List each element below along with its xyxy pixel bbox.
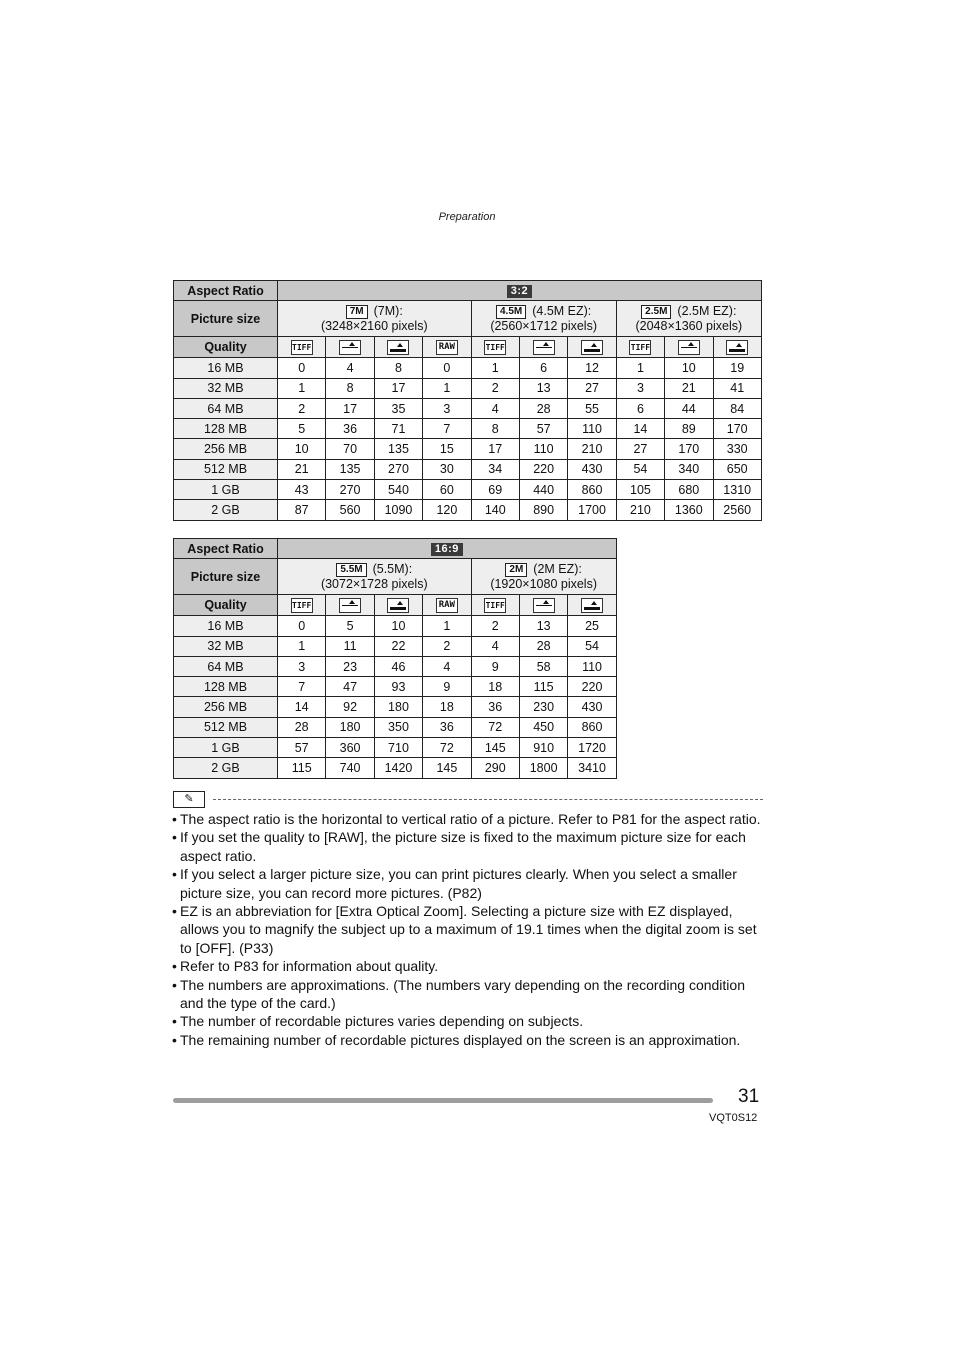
table-row xyxy=(174,419,762,439)
picture-count-cell: 110 xyxy=(568,419,616,439)
picture-count-cell: 210 xyxy=(568,439,616,459)
card-capacity-label: 64 MB xyxy=(174,398,278,418)
picture-count-cell: 57 xyxy=(519,419,567,439)
picture-count-cell: 105 xyxy=(616,480,664,500)
picture-count-cell: 120 xyxy=(423,500,471,520)
picture-count-cell: 12 xyxy=(568,358,616,378)
table-row xyxy=(174,358,762,378)
table-row xyxy=(174,656,617,676)
picture-count-cell: 92 xyxy=(326,697,374,717)
picture-count-cell: 135 xyxy=(326,459,374,479)
tiff-icon: TIFF xyxy=(291,340,313,355)
picture-count-cell: 18 xyxy=(471,677,519,697)
aspect-ratio-label: Aspect Ratio xyxy=(174,281,278,301)
picture-count-cell: 14 xyxy=(616,419,664,439)
card-capacity-label: 512 MB xyxy=(174,459,278,479)
picture-count-cell: 5 xyxy=(278,419,326,439)
picture-count-cell: 21 xyxy=(278,459,326,479)
picture-count-cell: 69 xyxy=(471,480,519,500)
table-row xyxy=(174,677,617,697)
picture-count-cell: 17 xyxy=(471,439,519,459)
table-row xyxy=(174,636,617,656)
picture-count-cell: 430 xyxy=(568,697,616,717)
picture-count-cell: 4 xyxy=(471,636,519,656)
picture-count-cell: 1310 xyxy=(713,480,761,500)
picture-size-cell: 5.5M (5.5M): (3072×1728 pixels) xyxy=(278,559,472,595)
picture-count-cell: 28 xyxy=(278,717,326,737)
note-item: • If you select a larger picture size, you can print pictures clearly. When you select a smaller picture size, you can record more pictures. (P82) xyxy=(172,865,764,902)
picture-count-cell: 58 xyxy=(519,656,567,676)
picture-count-cell: 3 xyxy=(278,656,326,676)
picture-count-cell: 93 xyxy=(374,677,422,697)
picture-count-cell: 28 xyxy=(519,636,567,656)
picture-count-cell: 1360 xyxy=(665,500,713,520)
picture-count-cell: 87 xyxy=(278,500,326,520)
picture-count-cell: 430 xyxy=(568,459,616,479)
picture-count-cell: 11 xyxy=(326,636,374,656)
picture-count-cell: 860 xyxy=(568,480,616,500)
picture-size-icon: 4.5M xyxy=(496,305,526,319)
picture-count-cell: 47 xyxy=(326,677,374,697)
picture-count-cell: 710 xyxy=(374,738,422,758)
picture-count-cell: 60 xyxy=(423,480,471,500)
picture-count-cell: 170 xyxy=(713,419,761,439)
picture-count-cell: 440 xyxy=(519,480,567,500)
notes-list xyxy=(172,810,764,1049)
picture-count-cell: 6 xyxy=(519,358,567,378)
note-item: • Refer to P83 for information about quality. xyxy=(172,957,764,975)
picture-count-cell: 70 xyxy=(326,439,374,459)
picture-count-cell: 220 xyxy=(519,459,567,479)
picture-count-cell: 4 xyxy=(423,656,471,676)
picture-count-cell: 145 xyxy=(423,758,471,778)
picture-count-cell: 9 xyxy=(471,656,519,676)
capacity-table-3-2 xyxy=(173,280,762,521)
picture-size-icon: 7M xyxy=(346,305,368,319)
picture-count-cell: 3410 xyxy=(568,758,616,778)
picture-count-cell: 13 xyxy=(519,616,567,636)
picture-count-cell: 10 xyxy=(665,358,713,378)
picture-count-cell: 10 xyxy=(374,616,422,636)
picture-count-cell: 1090 xyxy=(374,500,422,520)
picture-count-cell: 220 xyxy=(568,677,616,697)
card-capacity-label: 16 MB xyxy=(174,358,278,378)
picture-count-cell: 2 xyxy=(423,636,471,656)
aspect-ratio-badge: 3:2 xyxy=(507,285,532,298)
raw-icon: RAW xyxy=(436,340,458,355)
picture-count-cell: 57 xyxy=(278,738,326,758)
raw-icon: RAW xyxy=(436,598,458,613)
picture-count-cell: 21 xyxy=(665,378,713,398)
picture-count-cell: 110 xyxy=(568,656,616,676)
picture-count-cell: 44 xyxy=(665,398,713,418)
picture-count-cell: 8 xyxy=(471,419,519,439)
picture-count-cell: 9 xyxy=(423,677,471,697)
picture-count-cell: 89 xyxy=(665,419,713,439)
picture-count-cell: 180 xyxy=(374,697,422,717)
quality-label: Quality xyxy=(174,595,278,616)
picture-count-cell: 25 xyxy=(568,616,616,636)
card-capacity-label: 128 MB xyxy=(174,677,278,697)
picture-count-cell: 3 xyxy=(616,378,664,398)
picture-count-cell: 14 xyxy=(278,697,326,717)
picture-count-cell: 30 xyxy=(423,459,471,479)
picture-count-cell: 15 xyxy=(423,439,471,459)
picture-count-cell: 0 xyxy=(278,358,326,378)
note-item: • EZ is an abbreviation for [Extra Optical Zoom]. Selecting a picture size with EZ displayed, allows you to magnify the subject up to a maximum of 19.1 times when the digital zoom is set to [OFF]. (P33) xyxy=(172,902,764,957)
picture-count-cell: 350 xyxy=(374,717,422,737)
picture-count-cell: 4 xyxy=(326,358,374,378)
picture-count-cell: 13 xyxy=(519,378,567,398)
picture-count-cell: 860 xyxy=(568,717,616,737)
picture-count-cell: 1 xyxy=(423,378,471,398)
picture-count-cell: 115 xyxy=(519,677,567,697)
tiff-icon: TIFF xyxy=(484,598,506,613)
table-row xyxy=(174,459,762,479)
standard-quality-icon xyxy=(726,340,748,355)
card-capacity-label: 1 GB xyxy=(174,738,278,758)
dashed-divider xyxy=(213,799,763,800)
picture-size-cell: 7M (7M): (3248×2160 pixels) xyxy=(278,301,472,337)
memo-note-icon: ✎ xyxy=(173,791,205,808)
picture-count-cell: 230 xyxy=(519,697,567,717)
picture-count-cell: 145 xyxy=(471,738,519,758)
standard-quality-icon xyxy=(387,340,409,355)
picture-count-cell: 340 xyxy=(665,459,713,479)
notes-header xyxy=(173,791,763,809)
aspect-ratio-badge: 16:9 xyxy=(431,543,463,556)
aspect-ratio-label: Aspect Ratio xyxy=(174,539,278,559)
standard-quality-icon xyxy=(581,598,603,613)
picture-count-cell: 135 xyxy=(374,439,422,459)
picture-count-cell: 36 xyxy=(471,697,519,717)
card-capacity-label: 2 GB xyxy=(174,500,278,520)
standard-quality-icon xyxy=(387,598,409,613)
card-capacity-label: 256 MB xyxy=(174,439,278,459)
capacity-table-16-9 xyxy=(173,538,617,779)
picture-count-cell: 270 xyxy=(374,459,422,479)
picture-count-cell: 1720 xyxy=(568,738,616,758)
picture-count-cell: 23 xyxy=(326,656,374,676)
table-row xyxy=(174,717,617,737)
picture-count-cell: 41 xyxy=(713,378,761,398)
card-capacity-label: 128 MB xyxy=(174,419,278,439)
note-item: • The numbers are approximations. (The numbers vary depending on the recording condition and the type of the card.) xyxy=(172,976,764,1013)
picture-count-cell: 1 xyxy=(278,636,326,656)
card-capacity-label: 32 MB xyxy=(174,636,278,656)
picture-count-cell: 1 xyxy=(423,616,471,636)
fine-quality-icon xyxy=(339,598,361,613)
tiff-icon: TIFF xyxy=(629,340,651,355)
picture-count-cell: 71 xyxy=(374,419,422,439)
picture-count-cell: 36 xyxy=(326,419,374,439)
table-row xyxy=(174,697,617,717)
picture-count-cell: 290 xyxy=(471,758,519,778)
picture-count-cell: 1 xyxy=(278,378,326,398)
card-capacity-label: 1 GB xyxy=(174,480,278,500)
picture-count-cell: 0 xyxy=(423,358,471,378)
picture-count-cell: 54 xyxy=(568,636,616,656)
picture-count-cell: 330 xyxy=(713,439,761,459)
picture-count-cell: 27 xyxy=(616,439,664,459)
picture-count-cell: 54 xyxy=(616,459,664,479)
aspect-ratio-value xyxy=(278,539,617,559)
picture-count-cell: 43 xyxy=(278,480,326,500)
picture-count-cell: 140 xyxy=(471,500,519,520)
picture-count-cell: 2 xyxy=(471,378,519,398)
aspect-ratio-value xyxy=(278,281,762,301)
picture-size-icon: 2.5M xyxy=(641,305,671,319)
note-item: • The aspect ratio is the horizontal to vertical ratio of a picture. Refer to P81 for the aspect ratio. xyxy=(172,810,764,828)
picture-count-cell: 560 xyxy=(326,500,374,520)
note-item: • The remaining number of recordable pictures displayed on the screen is an approximation. xyxy=(172,1031,764,1049)
picture-count-cell: 7 xyxy=(278,677,326,697)
table-row xyxy=(174,378,762,398)
picture-size-label: Picture size xyxy=(174,559,278,595)
card-capacity-label: 512 MB xyxy=(174,717,278,737)
document-code: VQT0S12 xyxy=(709,1112,758,1124)
picture-count-cell: 650 xyxy=(713,459,761,479)
quality-row xyxy=(174,595,617,616)
picture-count-cell: 46 xyxy=(374,656,422,676)
picture-count-cell: 84 xyxy=(713,398,761,418)
table-row xyxy=(174,500,762,520)
picture-size-icon: 5.5M xyxy=(336,563,366,577)
card-capacity-label: 32 MB xyxy=(174,378,278,398)
table-row xyxy=(174,758,617,778)
picture-count-cell: 35 xyxy=(374,398,422,418)
picture-size-label: Picture size xyxy=(174,301,278,337)
tiff-icon: TIFF xyxy=(484,340,506,355)
picture-count-cell: 28 xyxy=(519,398,567,418)
fine-quality-icon xyxy=(678,340,700,355)
picture-count-cell: 540 xyxy=(374,480,422,500)
picture-count-cell: 8 xyxy=(374,358,422,378)
picture-count-cell: 2 xyxy=(471,616,519,636)
picture-count-cell: 72 xyxy=(471,717,519,737)
picture-count-cell: 1 xyxy=(471,358,519,378)
card-capacity-label: 2 GB xyxy=(174,758,278,778)
table-row xyxy=(174,616,617,636)
picture-count-cell: 2 xyxy=(278,398,326,418)
picture-count-cell: 17 xyxy=(374,378,422,398)
picture-count-cell: 22 xyxy=(374,636,422,656)
note-item: • If you set the quality to [RAW], the picture size is fixed to the maximum picture size for each aspect ratio. xyxy=(172,828,764,865)
fine-quality-icon xyxy=(339,340,361,355)
picture-count-cell: 19 xyxy=(713,358,761,378)
table-row xyxy=(174,738,617,758)
picture-count-cell: 5 xyxy=(326,616,374,636)
picture-count-cell: 17 xyxy=(326,398,374,418)
standard-quality-icon xyxy=(581,340,603,355)
picture-count-cell: 1800 xyxy=(519,758,567,778)
picture-count-cell: 270 xyxy=(326,480,374,500)
picture-count-cell: 450 xyxy=(519,717,567,737)
fine-quality-icon xyxy=(533,340,555,355)
table-row xyxy=(174,480,762,500)
card-capacity-label: 256 MB xyxy=(174,697,278,717)
card-capacity-label: 64 MB xyxy=(174,656,278,676)
picture-count-cell: 210 xyxy=(616,500,664,520)
section-label: Preparation xyxy=(438,211,496,223)
picture-count-cell: 27 xyxy=(568,378,616,398)
picture-count-cell: 1700 xyxy=(568,500,616,520)
picture-count-cell: 10 xyxy=(278,439,326,459)
picture-count-cell: 72 xyxy=(423,738,471,758)
picture-count-cell: 6 xyxy=(616,398,664,418)
picture-count-cell: 680 xyxy=(665,480,713,500)
page-number: 31 xyxy=(738,1086,760,1107)
picture-count-cell: 55 xyxy=(568,398,616,418)
picture-count-cell: 3 xyxy=(423,398,471,418)
picture-count-cell: 1420 xyxy=(374,758,422,778)
picture-count-cell: 360 xyxy=(326,738,374,758)
quality-label: Quality xyxy=(174,337,278,358)
fine-quality-icon xyxy=(533,598,555,613)
card-capacity-label: 16 MB xyxy=(174,616,278,636)
footer-bar xyxy=(173,1098,713,1103)
picture-count-cell: 1 xyxy=(616,358,664,378)
picture-count-cell: 7 xyxy=(423,419,471,439)
picture-count-cell: 115 xyxy=(278,758,326,778)
picture-count-cell: 110 xyxy=(519,439,567,459)
note-item: • The number of recordable pictures varies depending on subjects. xyxy=(172,1012,764,1030)
quality-row xyxy=(174,337,762,358)
picture-count-cell: 910 xyxy=(519,738,567,758)
picture-count-cell: 890 xyxy=(519,500,567,520)
picture-count-cell: 36 xyxy=(423,717,471,737)
table-row xyxy=(174,398,762,418)
picture-size-icon: 2M xyxy=(505,563,527,577)
tiff-icon: TIFF xyxy=(291,598,313,613)
picture-count-cell: 8 xyxy=(326,378,374,398)
table-row xyxy=(174,439,762,459)
picture-count-cell: 0 xyxy=(278,616,326,636)
picture-size-cell: 4.5M (4.5M EZ): (2560×1712 pixels) xyxy=(471,301,616,337)
picture-size-cell: 2.5M (2.5M EZ): (2048×1360 pixels) xyxy=(616,301,761,337)
picture-count-cell: 34 xyxy=(471,459,519,479)
picture-count-cell: 18 xyxy=(423,697,471,717)
picture-count-cell: 4 xyxy=(471,398,519,418)
picture-size-cell: 2M (2M EZ): (1920×1080 pixels) xyxy=(471,559,616,595)
picture-count-cell: 170 xyxy=(665,439,713,459)
picture-count-cell: 740 xyxy=(326,758,374,778)
picture-count-cell: 2560 xyxy=(713,500,761,520)
picture-count-cell: 180 xyxy=(326,717,374,737)
